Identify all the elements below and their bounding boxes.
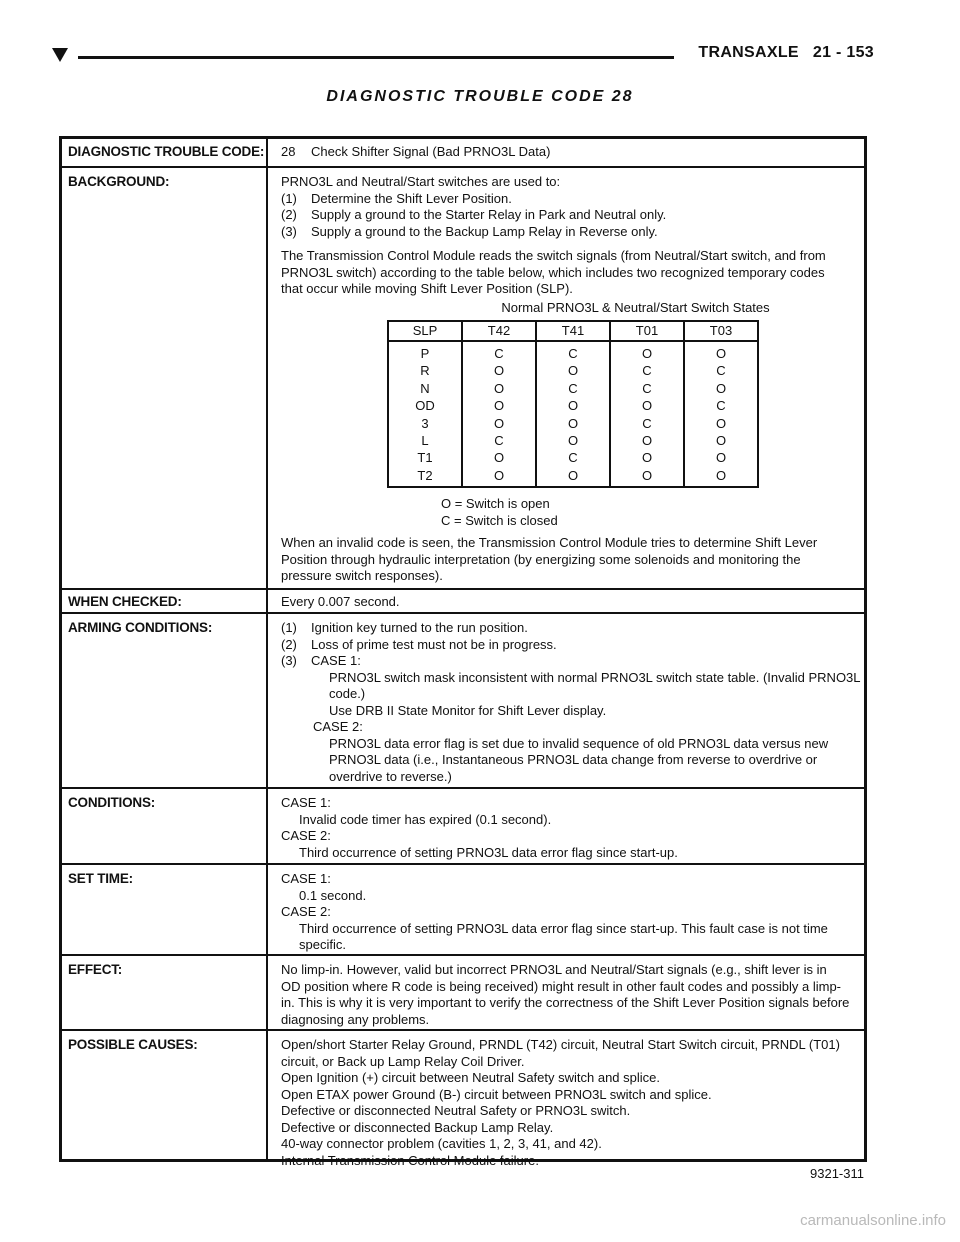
dtc-code: 28 [281,144,296,159]
row-dtc [62,139,864,166]
switch-state-table [387,320,759,488]
row-label-dtc: DIAGNOSTIC TROUBLE CODE: [68,144,265,159]
switch-table-title: Normal PRNO3L & Neutral/Start Switch States [501,299,770,315]
table-header: T01 [610,321,684,341]
dtc-table [59,136,867,1168]
dtc-description: Check Shifter Signal (Bad PRNO3L Data) [311,144,551,159]
figure-id: 9321-311 [810,1166,864,1181]
arming-case2-label: CASE 2: [313,719,363,734]
list-item: (3) CASE 1: [281,653,361,668]
table-cell: C O C O O O C O [536,341,610,487]
table-header: T42 [462,321,536,341]
list-item: (1) Ignition key turned to the run position. [281,620,528,635]
when-checked-text: Every 0.007 second. [281,594,400,609]
effect-content: No limp-in. However, valid but incorrect PRNO3L and Neutral/Start signals (e.g., shift lever is in OD position where R code is being received) might result in other fault codes and possibly a limp- in. This is why it is very important to verify the correctness of the Shift Lever Position signals before diagnosing any problems. [281,962,850,1027]
list-item: (3) Supply a ground to the Backup Lamp Relay in Reverse only. [281,223,658,239]
conditions-content: CASE 1: Invalid code timer has expired (0.1 second). CASE 2: Third occurrence of setting PRNO3L data error flag since start-up. [281,795,678,860]
row-when-checked [62,588,864,614]
set-time-content: CASE 1: 0.1 second. CASE 2: Third occurrence of setting PRNO3L data error flag since start-up. This fault case is not time specific. [281,871,828,952]
row-label-arming: ARMING CONDITIONS: [68,620,213,635]
table-header: T41 [536,321,610,341]
list-item: (2) Supply a ground to the Starter Relay in Park and Neutral only. [281,207,667,222]
arming-content: (1) Ignition key turned to the run position. (2) Loss of prime test must not be in progress. (3) CASE 1: PRNO3L switch mask inconsistent with normal PRNO3L switch state table. (Invalid PRNO3L code.) Use DRB II State Monitor for Shift Lever display. CASE 2: PRNO3L data error flag is set due to invalid sequence of old PRNO3L data versus new PRNO3L data (i.e., Instantaneous PRNO3L data change from reverse to overdrive or overdrive to reverse.) [281,620,861,784]
header-text [684,44,874,62]
background-paragraph-1: The Transmission Control Module reads the switch signals (from Neutral/Start switch, and from PRNO3L switch) according to the table below, which includes two recognized temporary codes that occur while moving Shift Lever Position (SLP). [281,248,826,296]
table-cell: P R N OD 3 L T1 T2 [388,341,462,487]
table-header: T03 [684,321,758,341]
row-label-when-checked: WHEN CHECKED: [68,594,182,609]
header-rule [78,56,674,59]
row-set-time [62,863,864,956]
table-header: SLP [388,321,462,341]
row-arming-conditions [62,612,864,789]
row-label-conditions: CONDITIONS: [68,795,156,810]
background-intro: PRNO3L and Neutral/Start switches are used to: [281,174,561,189]
causes-content: Open/short Starter Relay Ground, PRNDL (T42) circuit, Neutral Start Switch circuit, PRNDL (T01) circuit, or Back up Lamp Relay Coil Driver. Open Ignition (+) circuit between Neutral Safety switch and splice. Open ETAX power Ground (B-) circuit between PRNO3L switch and splice. Defective or disconnected Neutral Safety or PRNO3L switch. Defective or disconnected Backup Lamp Relay. 40-way connector problem (cavities 1, 2, 3, 41, and 42). Internal Transmission Control Module failure. [281,1037,840,1168]
background-paragraph-2: When an invalid code is seen, the Transmission Control Module tries to determine Shift Lever Position through hydraulic interpretation (by energizing some solenoids and monitoring the pressure switch responses). [281,535,818,584]
table-cell: O C O C O O O O [684,341,758,487]
row-conditions [62,787,864,865]
row-background [62,166,864,590]
list-item: (2) Loss of prime test must not be in progress. [281,636,557,652]
watermark: carmanualsonline.info [800,1212,946,1229]
row-label-background: BACKGROUND: [68,174,170,189]
row-label-effect: EFFECT: [68,962,123,977]
switch-legend: O = Switch is open C = Switch is closed [441,496,558,528]
row-label-set-time: SET TIME: [68,871,133,886]
page-title: DIAGNOSTIC TROUBLE CODE 28 [326,88,634,105]
header-page-number: 21 - 153 [812,44,874,61]
page-header [52,44,874,72]
background-content [281,174,850,585]
list-item: (1) Determine the Shift Lever Position. [281,190,512,206]
header-section: TRANSAXLE [698,44,799,61]
triangle-marker-icon [52,48,68,62]
row-label-causes: POSSIBLE CAUSES: [68,1037,198,1052]
row-effect [62,954,864,1031]
table-cell: C O O O O C O O [462,341,536,487]
switch-table-body-row [388,341,758,487]
row-possible-causes [62,1029,864,1168]
table-cell: O C C O C O O O [610,341,684,487]
dtc-content [281,144,850,161]
switch-table-header-row [388,321,758,341]
